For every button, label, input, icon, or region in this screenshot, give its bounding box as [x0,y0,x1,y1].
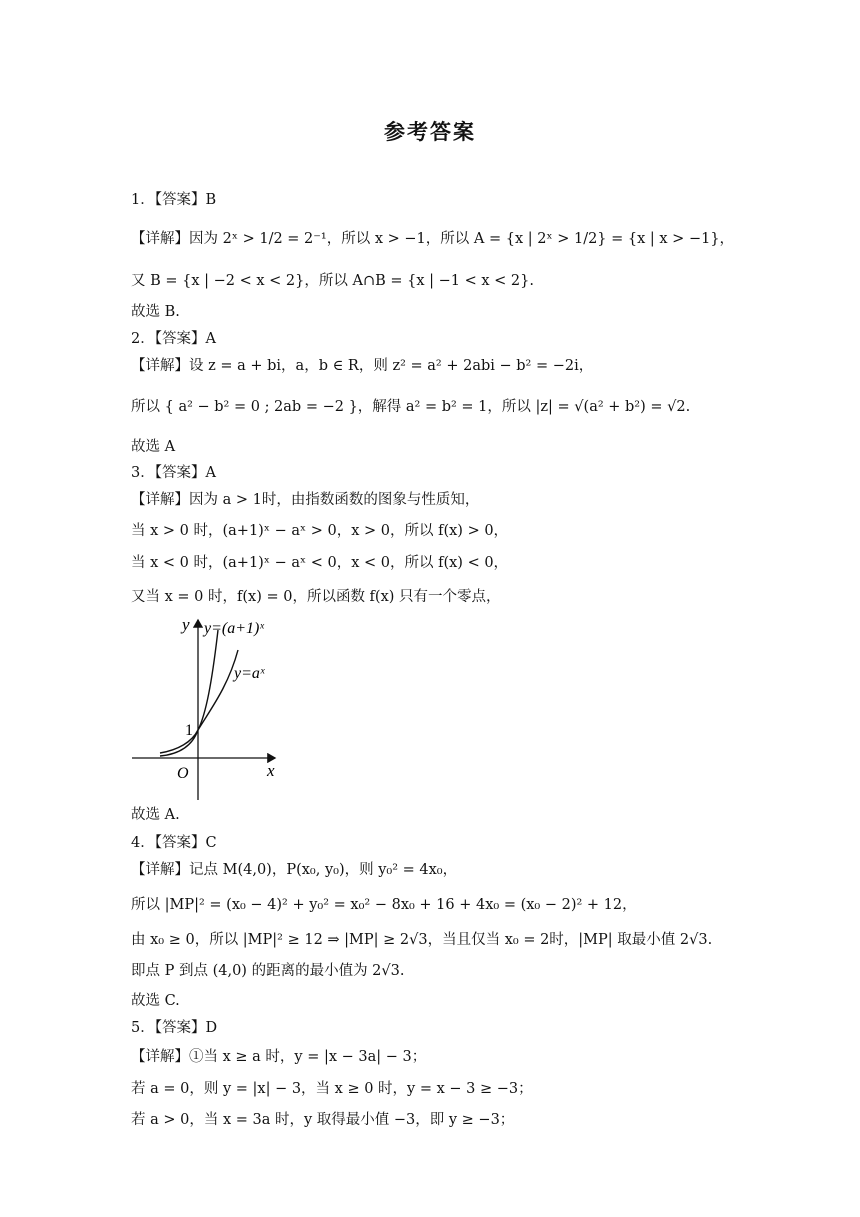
curve-shallow [160,650,238,756]
answer-3-detail-line-4: 又当 x = 0 时，f(x) = 0，所以函数 f(x) 只有一个零点， [131,589,501,605]
answer-1-detail-line-2: 又 B = {x | −2 < x < 2}，所以 A∩B = {x | −1 < x < 2}. [131,273,534,289]
answer-4-detail-line-1: 【详解】记点 M(4,0)，P(x₀, y₀)，则 y₀² = 4x₀， [131,862,458,878]
answer-3-heading: 3．【答案】A [131,465,216,481]
answer-5-detail-line-3: 若 a > 0，当 x = 3a 时，y 取得最小值 −3，即 y ≥ −3； [131,1112,515,1128]
answer-4-detail-line-4: 即点 P 到点 (4,0) 的距离的最小值为 2√3. [131,963,405,979]
answer-3-detail-line-2: 当 x > 0 时，(a+1)ˣ − aˣ > 0，x > 0，所以 f(x) > 0， [131,523,509,539]
answer-3-detail-line-1: 【详解】因为 a > 1时，由指数函数的图象与性质知， [131,492,480,508]
answer-2-detail-line-2: 所以 { a² − b² = 0 ; 2ab = −2 }，解得 a² = b² = 1，所以 |z| = √(a² + b²) = √2. [131,399,691,415]
answer-5-detail-line-1: 【详解】①当 x ≥ a 时，y = |x − 3a| − 3； [131,1049,427,1065]
answer-2-heading: 2．【答案】A [131,331,216,347]
intercept-label: 1 [185,722,193,739]
answer-1-detail-line-1: 【详解】因为 2ˣ > 1/2 = 2⁻¹，所以 x > −1，所以 A = {x | 2ˣ > 1/2} = {x | x > −1}， [131,231,735,247]
page-title: 参考答案 [384,120,476,144]
answer-4-detail-line-2: 所以 |MP|² = (x₀ − 4)² + y₀² = x₀² − 8x₀ + 16 + 4x₀ = (x₀ − 2)² + 12， [131,897,637,913]
curve-steep-label: y=(a+1)ˣ [204,620,264,637]
answer-4-heading: 4．【答案】C [131,835,217,851]
answer-5-heading: 5．【答案】D [131,1020,218,1036]
answer-2-conclusion: 故选 A [131,439,176,455]
answer-4-detail-line-3: 由 x₀ ≥ 0，所以 |MP|² ≥ 12 ⇒ |MP| ≥ 2√3，当且仅当 x₀ = 2时，|MP| 取最小值 2√3. [131,932,713,948]
answer-4-conclusion: 故选 C. [131,993,180,1009]
answer-3-detail-line-3: 当 x < 0 时，(a+1)ˣ − aˣ < 0，x < 0，所以 f(x) < 0， [131,555,509,571]
curve-shallow-label: y=aˣ [234,665,265,682]
y-axis-label: y [182,615,190,634]
answer-5-detail-line-2: 若 a = 0，则 y = |x| − 3，当 x ≥ 0 时，y = x − 3 ≥ −3； [131,1081,533,1097]
answer-1-conclusion: 故选 B. [131,304,180,320]
answer-1-heading: 1．【答案】B [131,192,217,208]
answer-3-conclusion: 故选 A. [131,807,180,823]
answer-2-detail-line-1: 【详解】设 z = a + bi，a，b ∈ R，则 z² = a² + 2abi − b² = −2i， [131,358,594,374]
origin-label: O [177,765,189,782]
x-axis-label: x [267,761,275,780]
exponential-graph-figure [130,612,282,802]
